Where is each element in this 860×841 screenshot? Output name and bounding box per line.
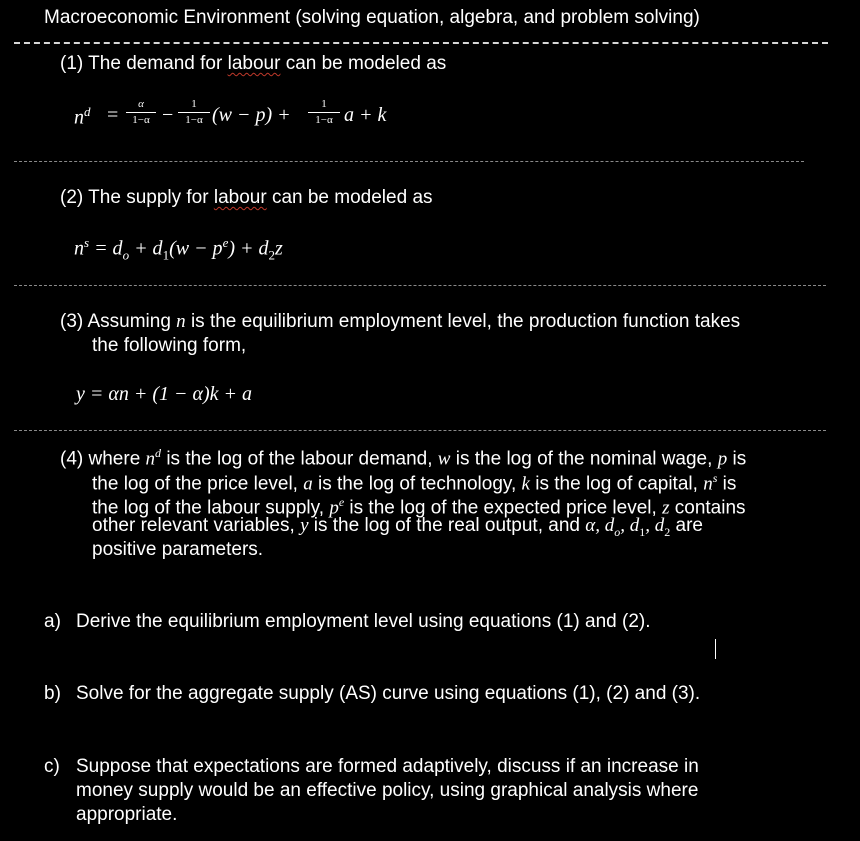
question-b [44, 682, 700, 706]
question-b-label: b) [44, 683, 61, 704]
equation-labour-supply: $n^s = d_o + d_1(w - p^e) + d_2z$ [74, 235, 283, 263]
item-1-label: (1) [60, 53, 84, 74]
eq1-fraction-3: 1 1−α [308, 98, 340, 127]
item-2-text-before: The supply for [88, 187, 214, 208]
item-4-label: (4) [60, 448, 84, 470]
question-c-line-2: money supply would be an effective policy, using graphical analysis where [76, 780, 699, 801]
question-c-line-1: Suppose that expectations are formed adaptively, discuss if an increase in [76, 756, 699, 777]
equation-production-function: y = αn + (1 − α)k + a [76, 383, 253, 405]
question-c-line-3: appropriate. [76, 804, 178, 825]
spellcheck-flag-labour-2[interactable]: labour [213, 187, 267, 208]
question-c [44, 755, 699, 827]
equation-labour-demand [74, 96, 434, 136]
item-3-label: (3) [60, 311, 84, 332]
item-2-text [60, 186, 433, 210]
eq1-paren-term: (w − p) + [212, 104, 291, 126]
question-c-label: c) [44, 756, 60, 777]
eq1-tail: a + k [344, 104, 387, 126]
question-a-label: a) [44, 611, 61, 632]
question-b-text: Solve for the aggregate supply (AS) curve using equations (1), (2) and (3). [76, 683, 701, 704]
eq1-fraction-2: 1 1−α [178, 98, 210, 127]
divider-2 [14, 285, 826, 286]
text-cursor [715, 639, 716, 659]
item-4-line-1: (4) where $n^d$ is the log of the labour demand, w is the log of the nominal wage, p is [60, 446, 747, 470]
item-1-text-after: can be modeled as [280, 53, 447, 74]
item-1-text-before: The demand for [88, 53, 228, 74]
eq1-lhs: $n^d$ [74, 104, 91, 129]
item-3-line-1: (3) Assuming n is the equilibrium employment level, the production function takes [60, 311, 741, 332]
item-4-line-5: positive parameters. [92, 539, 264, 560]
item-1-text [60, 52, 446, 76]
item-4-line-3: the log of the labour supply, $p^e$ is the log of the expected price level, z contains [92, 495, 746, 519]
item-3-line-2: the following form, [92, 335, 247, 356]
item-2-label: (2) [60, 187, 84, 208]
item-4-line-2: the log of the price level, a is the log of technology, k is the log of capital, $n^s$ is [92, 471, 737, 495]
eq1-equals: = [107, 104, 119, 126]
document-title: Macroeconomic Environment (solving equation, algebra, and problem solving) [44, 7, 700, 28]
item-4-line-4: other relevant variables, y is the log of the real output, and α, $d_o$, $d_1$, $d_2$ are [92, 515, 703, 539]
eq1-fraction-1: α 1−α [126, 98, 156, 127]
spellcheck-flag-labour-1[interactable]: labour [227, 53, 281, 74]
item-2-text-after: can be modeled as [266, 187, 433, 208]
eq1-minus: − [162, 104, 174, 126]
divider-3 [14, 430, 826, 431]
title-divider [14, 42, 828, 44]
question-a [44, 610, 651, 634]
divider-1 [14, 161, 804, 162]
question-a-text: Derive the equilibrium employment level using equations (1) and (2). [76, 611, 651, 632]
